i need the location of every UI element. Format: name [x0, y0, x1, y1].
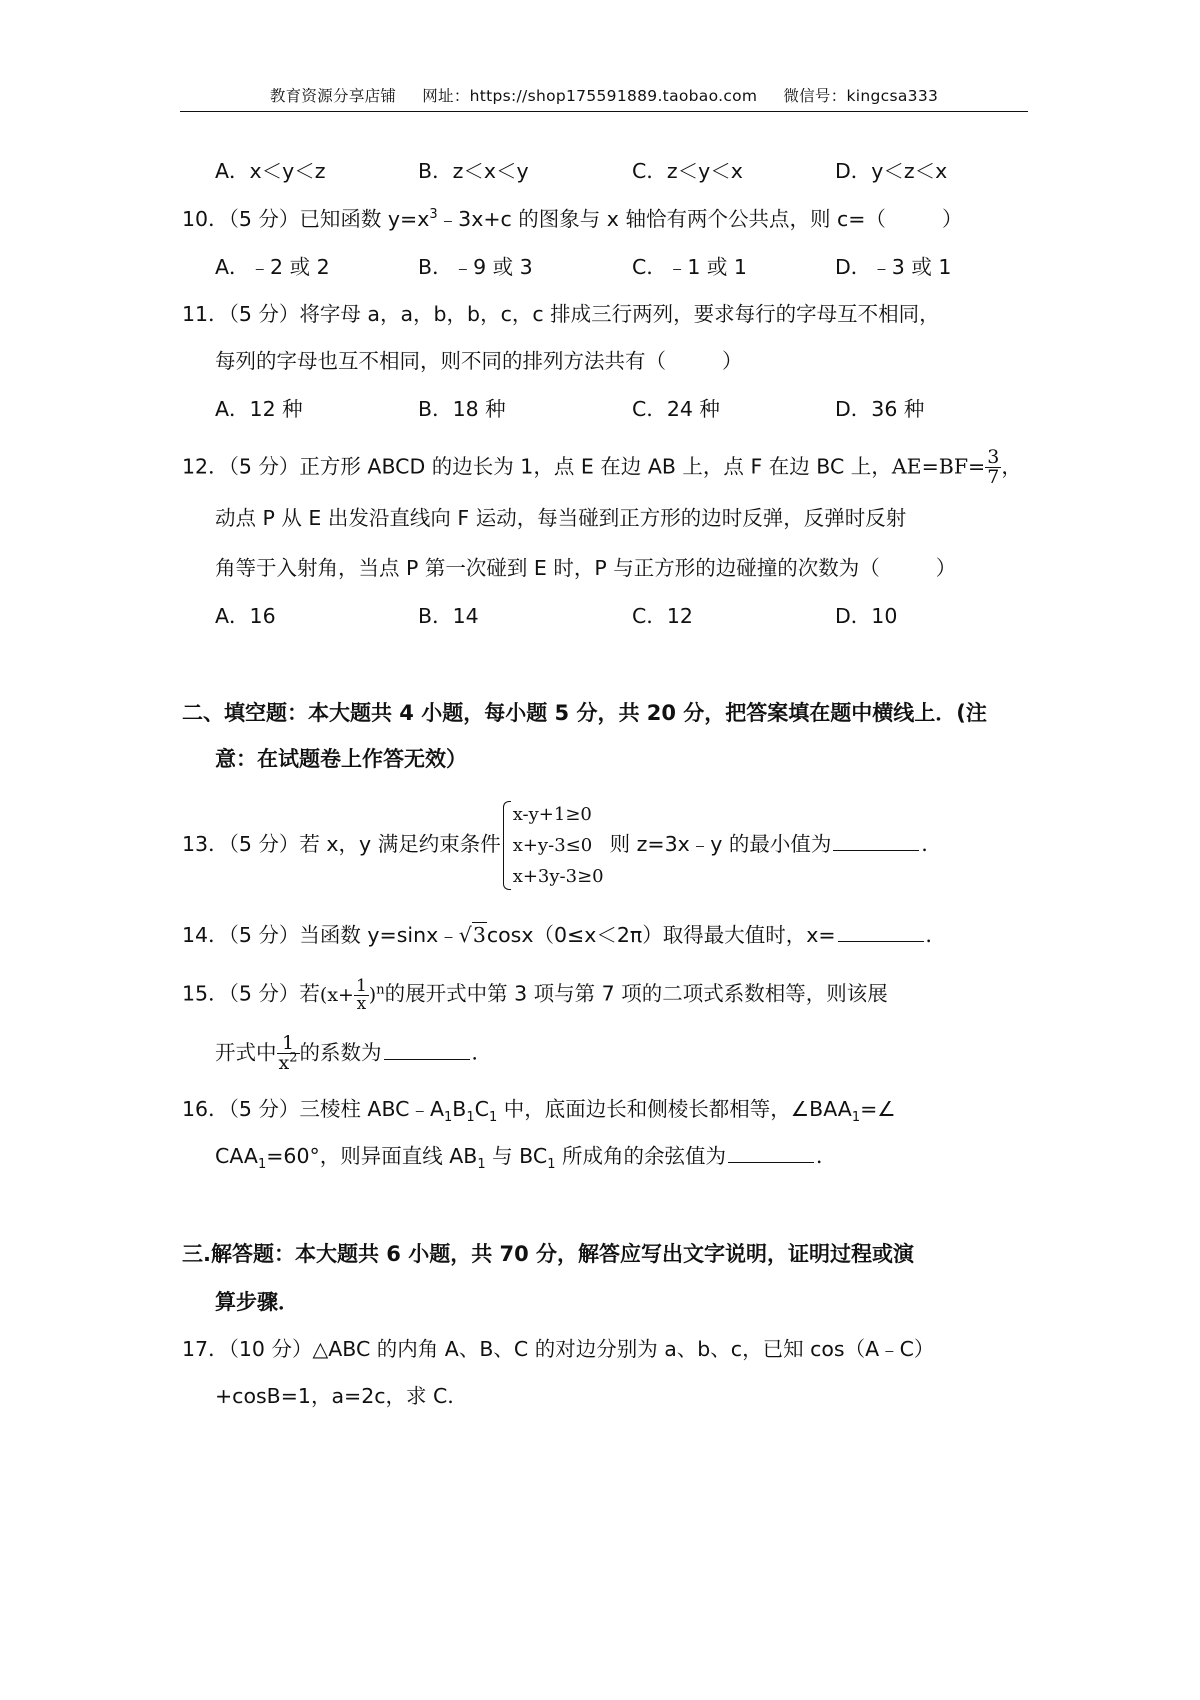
q10-number: 10． [182, 207, 229, 231]
q16-number: 16． [182, 1097, 229, 1121]
shop-name: 教育资源分享店铺 [269, 87, 397, 105]
q10-option-d: D．﹣3 或 1 [835, 255, 952, 279]
q13-constraint-system: x-y+1≥0 x+y-3≤0 x+3y-3≥0 [503, 799, 604, 892]
q12-stem: 12．（5 分）正方形 ABCD 的边长为 1，点 E 在边 AB 上，点 F 在边 BC 上，AE=BF= $\frac{3}{7}$ ， [182, 446, 1022, 488]
q17-number: 17． [182, 1337, 229, 1361]
q15-answer-blank [384, 1041, 470, 1060]
q15-expression: (x+ $\frac{1}{x}$ )$^n$ [319, 976, 385, 1014]
q9-option-b: B．z＜x＜y [418, 159, 529, 183]
q16-stem: 16．（5 分）三棱柱 $ABC﹣A_1B_1C_1$ 中，底面边长和侧棱长都相等，$\angle BAA_1=\angle$ [182, 1097, 896, 1126]
q10-stem: 10．（5 分）已知函数 $y=x^3﹣3x+c$ 的图象与 x 轴恰有两个公共点，则 c=（ ） [182, 207, 963, 231]
q12-option-a: A．16 [215, 604, 276, 628]
wechat-id: kingcsa333 [846, 87, 939, 105]
q9-option-c: C．z＜y＜x [632, 159, 743, 183]
q14-stem: 14．（5 分）当函数 y=sinx﹣√3cosx（0≤x＜2π）取得最大值时，x= ． [182, 923, 947, 947]
q11-option-a: A．12 种 [215, 397, 303, 421]
q9-option-d: D．y＜z＜x [835, 159, 948, 183]
q11-option-b: B．18 种 [418, 397, 506, 421]
q15-score: （5 分） [228, 981, 300, 1006]
q14-score: （5 分） [228, 923, 300, 947]
q12-fraction: $\frac{3}{7}$ [987, 446, 1000, 488]
q12-option-c: C．12 [632, 604, 693, 628]
q9-option-a: A．x＜y＜z [215, 159, 326, 183]
q17-stem-line2: +cosB=1，a=2c，求 C． [215, 1384, 468, 1408]
q15-fraction: $\frac{1}{x^2}$ [278, 1032, 298, 1074]
q11-stem: 11．（5 分）将字母 a，a，b，b，c，c 排成三行两列，要求每行的字母互不相同， [182, 302, 940, 326]
q13-stem: 13．（5 分）若 x，y 满足约束条件 x-y+1≥0 x+y-3≤0 x+3y-3≥0 则 z=3x﹣y 的最小值为 ． [182, 794, 942, 894]
q13-score: （5 分） [228, 832, 300, 856]
sqrt-symbol: √3 [458, 923, 486, 947]
site-label: 网址： [422, 87, 470, 105]
q10-option-c: C．﹣1 或 1 [632, 255, 747, 279]
q12-stem-line3: 角等于入射角，当点 P 第一次碰到 E 时，P 与正方形的边碰撞的次数为（ ） [215, 556, 957, 580]
q15-stem: 15．（5 分）若(x+ $\frac{1}{x}$ )$^n$的展开式中第 3 项与第 7 项的二项式系数相等，则该展 [182, 976, 888, 1014]
section-2-heading: 二、填空题：本大题共 4 小题，每小题 5 分，共 20 分，把答案填在题中横线上．(注 [182, 701, 987, 725]
q11-score: （5 分） [228, 302, 300, 326]
q11-option-d: D．36 种 [835, 397, 925, 421]
section-3-heading: 三.解答题：本大题共 6 小题，共 70 分，解答应写出文字说明，证明过程或演 [182, 1242, 915, 1266]
q10-score: （5 分） [228, 207, 300, 231]
q12-formula: AE=BF= [891, 454, 986, 479]
q13-answer-blank [833, 832, 919, 851]
q12-option-b: B．14 [418, 604, 479, 628]
q10-option-a: A．﹣2 或 2 [215, 255, 330, 279]
q16-answer-blank [728, 1144, 814, 1163]
q13-number: 13． [182, 832, 229, 856]
q10-option-b: B．﹣9 或 3 [418, 255, 533, 279]
q11-number: 11． [182, 302, 229, 326]
header-divider [180, 111, 1028, 112]
section-2-heading-line2: 意：在试题卷上作答无效） [215, 747, 467, 771]
q17-score: （10 分） [228, 1337, 313, 1361]
q15-number: 15． [182, 981, 229, 1006]
page-header [180, 84, 1028, 106]
q15-stem-line2: 开式中 $\frac{1}{x^2}$ 的系数为 ． [215, 1032, 492, 1074]
q12-number: 12． [182, 454, 229, 479]
site-url[interactable]: https://shop175591889.taobao.com [469, 87, 758, 105]
q17-stem: 17．（10 分）△ABC 的内角 A、B、C 的对边分别为 a、b、c，已知 cos（A﹣C） [182, 1337, 935, 1361]
section-3-heading-line2: 算步骤． [215, 1290, 299, 1314]
wechat-label: 微信号： [783, 87, 847, 105]
q14-answer-blank [838, 923, 924, 942]
q12-stem-line2: 动点 P 从 E 出发沿直线向 F 运动，每当碰到正方形的边时反弹，反弹时反射 [215, 506, 907, 530]
q14-number: 14． [182, 923, 229, 947]
q16-score: （5 分） [228, 1097, 300, 1121]
q11-option-c: C．24 种 [632, 397, 720, 421]
q11-stem-line2: 每列的字母也互不相同，则不同的排列方法共有（ ） [215, 349, 743, 373]
q16-stem-line2: $CAA_1=60^\circ$，则异面直线 $AB_1$ 与 $BC_1$ 所成角的余弦值为 ． [215, 1144, 837, 1173]
q12-score: （5 分） [228, 454, 300, 479]
q12-option-d: D．10 [835, 604, 898, 628]
